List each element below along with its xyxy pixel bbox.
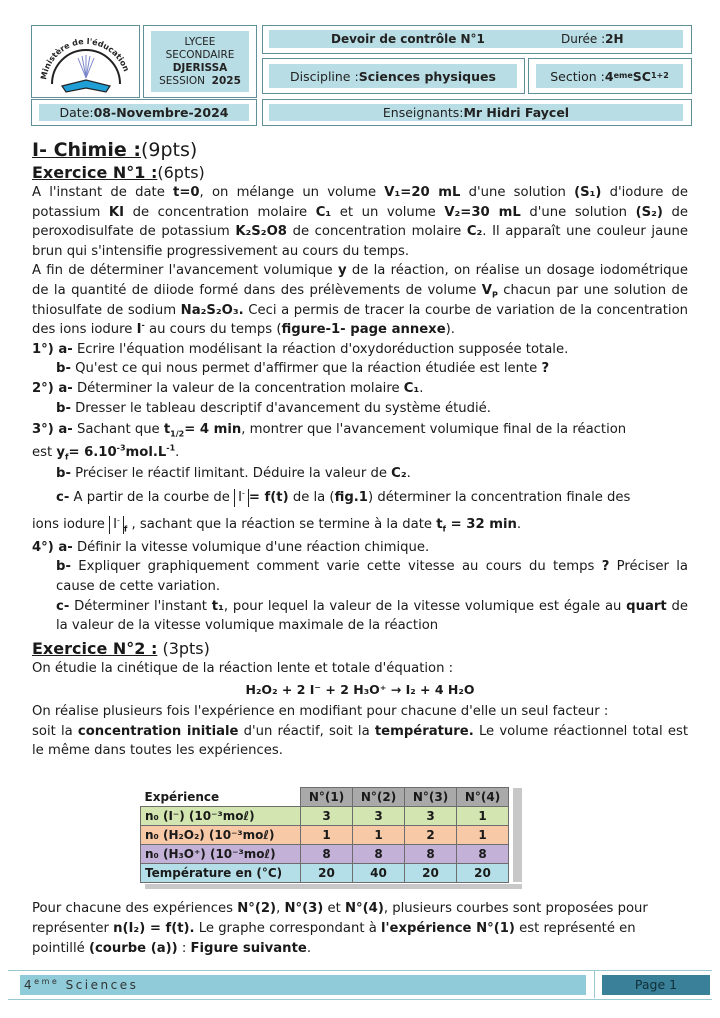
question-3a-cont: est $y_f= 6.10^{-3}mol.L^{-1}$. bbox=[32, 443, 180, 462]
column-header: N°(2) bbox=[353, 788, 405, 807]
teacher-box bbox=[262, 99, 692, 126]
exam-title-box bbox=[262, 25, 692, 54]
table-row bbox=[141, 864, 509, 883]
table-cell: 1 bbox=[457, 807, 509, 826]
table-cell: 3 bbox=[405, 807, 457, 826]
table-cell: 8 bbox=[353, 845, 405, 864]
question-3b: b- Préciser le réactif limitant. Déduire la valeur de C₂. bbox=[56, 466, 411, 482]
date: Date: 08-Novembre-2024 bbox=[39, 104, 249, 121]
question-4c: c- Déterminer l'instant t₁, pour lequel la valeur de la vitesse volumique est égale au quart de la valeur de la vitesse volumique maximale de la réaction bbox=[56, 598, 688, 634]
duration: Durée :2H bbox=[561, 32, 624, 46]
question-2a: 2°) a- Déterminer la valeur de la concentration molaire C₁. bbox=[32, 380, 424, 396]
question-1a: 1°) a- Ecrire l'équation modélisant la réaction d'oxydoréduction supposée totale. bbox=[32, 341, 569, 357]
table-cell: 8 bbox=[457, 845, 509, 864]
column-header: N°(1) bbox=[301, 788, 353, 807]
table-cell: 1 bbox=[301, 826, 353, 845]
footer bbox=[8, 970, 712, 1000]
table-shadow bbox=[513, 788, 522, 882]
table-cell: 20 bbox=[457, 864, 509, 883]
question-4a: 4°) a- Définir la vitesse volumique d'une réaction chimique. bbox=[32, 539, 430, 555]
school-line2: SECONDAIRE bbox=[165, 48, 235, 61]
row-label: n₀ (H₂O₂) (10⁻³moℓ) bbox=[141, 826, 301, 845]
exercise2-p1: On réalise plusieurs fois l'expérience en modifiant pour chacune d'elle un seul facteur : bbox=[32, 704, 609, 720]
question-3c: c- A partir de la courbe de I- = f(t) de la (fig.1) déterminer la concentration finale des bbox=[56, 488, 631, 505]
discipline: Discipline : Sciences physiques bbox=[269, 64, 517, 88]
header-label: Expérience bbox=[141, 788, 301, 807]
teacher: Enseignants: Mr Hidri Faycel bbox=[269, 104, 683, 121]
logo-text: Ministère de l'éducation bbox=[39, 36, 131, 81]
table-cell: 1 bbox=[353, 826, 405, 845]
exercise1-intro: A l'instant de date t=0, on mélange un volume V₁=20 mL d'une solution (S₁) d'iodure de potassium KI de concentration molaire C₁ et un volume V₂=30 mL d'une solution (S₂) de peroxodisulfate de potassium K₂S₂O8 de concentration molaire C₂. Il apparaît une couleur jaune brun qui s'intensifie progressivement au cours du temps. bbox=[32, 185, 689, 259]
date-box bbox=[31, 99, 257, 126]
table-cell: 20 bbox=[301, 864, 353, 883]
experiments-table bbox=[140, 787, 509, 883]
reaction-equation: H₂O₂ + 2 I⁻ + 2 H₃O⁺ → I₂ + 4 H₂O bbox=[245, 682, 475, 698]
row-label: n₀ (I⁻) (10⁻³moℓ) bbox=[141, 807, 301, 826]
footer-divider bbox=[594, 971, 595, 998]
column-header: N°(3) bbox=[405, 788, 457, 807]
table-shadow-bottom bbox=[145, 884, 522, 889]
table-cell: 8 bbox=[301, 845, 353, 864]
exercise2-p2: soit la concentration initiale d'un réactif, soit la température. Le volume réactionnel total est le même dans toutes les expériences. bbox=[32, 723, 689, 759]
table-cell: 2 bbox=[405, 826, 457, 845]
part-title: I- Chimie :(9pts) bbox=[32, 139, 198, 161]
question-4b: b- Expliquer graphiquement comment varie cette vitesse au cours du temps ? Préciser la cause de cette variation. bbox=[56, 559, 688, 594]
exam-title: Devoir de contrôle N°1 bbox=[331, 32, 485, 46]
table-cell: 20 bbox=[405, 864, 457, 883]
school-box bbox=[143, 25, 257, 98]
discipline-box bbox=[262, 58, 525, 94]
exercise2-p3: Pour chacune des expériences N°(2), N°(3) et N°(4), plusieurs courbes sont proposées pour représenter n(I₂) = f(t). Le graphe correspondant à l'expérience N°(1) est représenté en pointillé (courbe (a)) : Figure suivante. bbox=[32, 901, 648, 956]
table-row bbox=[141, 807, 509, 826]
table-cell: 3 bbox=[353, 807, 405, 826]
question-1b: b- Qu'est ce qui nous permet d'affirmer que la réaction étudiée est lente ? bbox=[56, 361, 550, 377]
table-row bbox=[141, 826, 509, 845]
section: Section : 4 eme SC 1+2 bbox=[536, 64, 683, 88]
question-2b: b- Dresser le tableau descriptif d'avancement du système étudié. bbox=[56, 400, 491, 416]
ministry-logo-icon bbox=[32, 26, 138, 96]
exercise2-title: Exercice N°2 : (3pts) bbox=[32, 638, 210, 658]
table-cell: 40 bbox=[353, 864, 405, 883]
section-box bbox=[528, 58, 692, 94]
table-cell: 3 bbox=[301, 807, 353, 826]
school-line1: LYCEE bbox=[184, 35, 216, 48]
question-3c-cont: ions iodure $I^-_f$ , sachant que la réaction se termine à la date $t_f = 32$ min. bbox=[32, 515, 522, 534]
table-row bbox=[141, 845, 509, 864]
session: SESSION 2025 bbox=[159, 74, 241, 87]
page-number: Page 1 bbox=[602, 975, 710, 995]
exercise2-intro: On étudie la cinétique de la réaction lente et totale d'équation : bbox=[32, 660, 454, 676]
row-label: Température en (°C) bbox=[141, 864, 301, 883]
logo-box bbox=[31, 25, 140, 98]
row-label: n₀ (H₃O⁺) (10⁻³moℓ) bbox=[141, 845, 301, 864]
column-header: N°(4) bbox=[457, 788, 509, 807]
table-cell: 8 bbox=[405, 845, 457, 864]
table-cell: 1 bbox=[457, 826, 509, 845]
exercise1-title: Exercice N°1 :(6pts) bbox=[32, 163, 205, 182]
question-3a: 3°) a- Sachant que $t_{1/2}= 4$ min, montrer que l'avancement volumique final de la réaction bbox=[32, 422, 627, 439]
document-body bbox=[32, 138, 688, 761]
school-name: DJERISSA bbox=[172, 61, 228, 74]
exercise1-para2: A fin de déterminer l'avancement volumique y de la réaction, on réalise un dosage iodométrique de la quantité de diiode formé dans des prélèvements de volume $V_P$ chacun par une solution de thiosulfate de sodium Na₂S₂O₃. Ceci a permis de tracer la courbe de variation de la concentration des ions iodure I- au cours du temps (figure-1- page annexe). bbox=[32, 263, 689, 338]
footer-label: 4eme Sciences bbox=[20, 975, 586, 995]
table-header-row bbox=[141, 788, 509, 807]
